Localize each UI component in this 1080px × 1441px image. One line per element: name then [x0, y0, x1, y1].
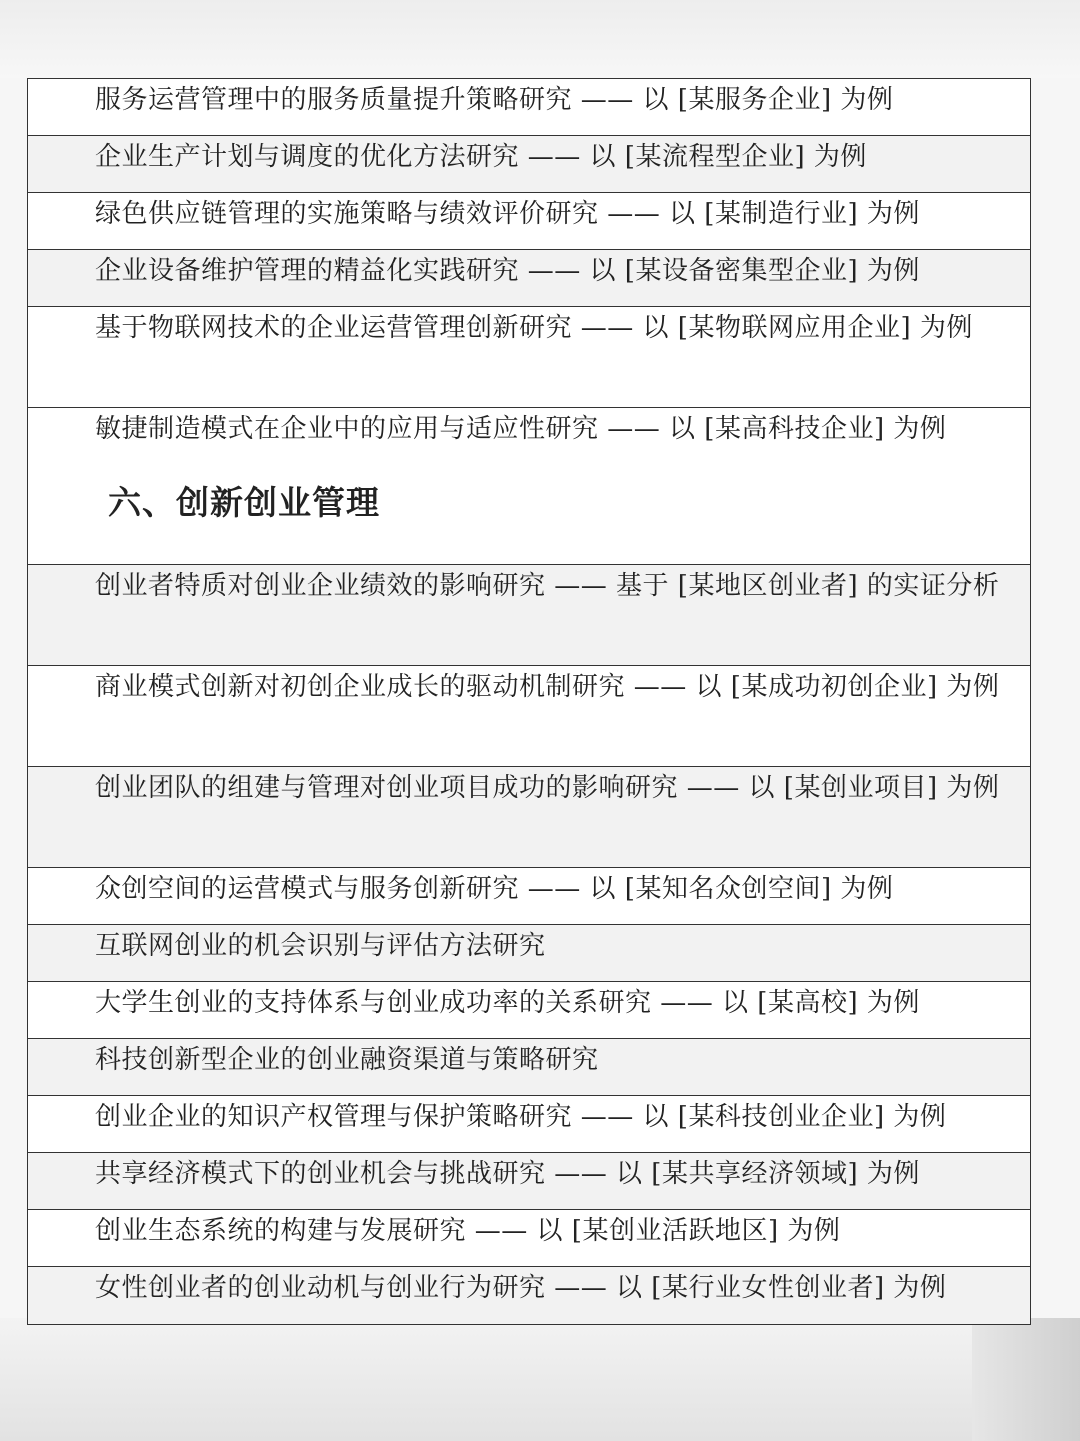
topic-row	[28, 868, 1030, 925]
topic-row	[28, 250, 1030, 307]
topic-text: 科技创新型企业的创业融资渠道与策略研究	[95, 1045, 599, 1075]
topic-text: 服务运营管理中的服务质量提升策略研究 —— 以 [某服务企业] 为例	[95, 85, 894, 115]
topic-row	[28, 193, 1030, 250]
topic-text: 商业模式创新对初创企业成长的驱动机制研究 —— 以 [某成功初创企业] 为例	[95, 672, 1000, 702]
topic-row	[28, 565, 1030, 666]
topic-row	[28, 1096, 1030, 1153]
topic-row	[28, 982, 1030, 1039]
background-top	[0, 0, 1080, 78]
topic-row	[28, 307, 1030, 408]
topic-text: 绿色供应链管理的实施策略与绩效评价研究 —— 以 [某制造行业] 为例	[95, 199, 920, 229]
topic-text: 创业企业的知识产权管理与保护策略研究 —— 以 [某科技创业企业] 为例	[95, 1102, 947, 1132]
topic-text: 互联网创业的机会识别与评估方法研究	[95, 931, 546, 961]
topic-table	[27, 78, 1031, 1325]
topic-text: 众创空间的运营模式与服务创新研究 —— 以 [某知名众创空间] 为例	[95, 874, 894, 904]
topic-text: 基于物联网技术的企业运营管理创新研究 —— 以 [某物联网应用企业] 为例	[95, 313, 973, 343]
topic-row	[28, 1153, 1030, 1210]
topic-row	[28, 1210, 1030, 1267]
topic-row	[28, 925, 1030, 982]
topic-text: 创业者特质对创业企业绩效的影响研究 —— 基于 [某地区创业者] 的实证分析	[95, 571, 1000, 601]
topic-rows-entrepreneurship	[28, 565, 1030, 1324]
topic-text: 敏捷制造模式在企业中的应用与适应性研究 —— 以 [某高科技企业] 为例	[95, 414, 947, 444]
topic-text: 创业生态系统的构建与发展研究 —— 以 [某创业活跃地区] 为例	[95, 1216, 841, 1246]
topic-row	[28, 666, 1030, 767]
topic-text: 大学生创业的支持体系与创业成功率的关系研究 —— 以 [某高校] 为例	[95, 988, 920, 1018]
topic-text: 企业生产计划与调度的优化方法研究 —— 以 [某流程型企业] 为例	[95, 142, 867, 172]
topic-text: 共享经济模式下的创业机会与挑战研究 —— 以 [某共享经济领域] 为例	[95, 1159, 920, 1189]
section-heading-text: 六、创新创业管理	[108, 483, 380, 522]
topic-row	[28, 1039, 1030, 1096]
section-heading-innovation-entrepreneurship	[28, 465, 1030, 565]
topic-text: 创业团队的组建与管理对创业项目成功的影响研究 —— 以 [某创业项目] 为例	[95, 773, 1000, 803]
background-bottom-right	[972, 1318, 1080, 1441]
topic-rows-operations	[28, 79, 1030, 465]
topic-row	[28, 1267, 1030, 1324]
topic-row	[28, 767, 1030, 868]
topic-text: 企业设备维护管理的精益化实践研究 —— 以 [某设备密集型企业] 为例	[95, 256, 920, 286]
topic-text: 女性创业者的创业动机与创业行为研究 —— 以 [某行业女性创业者] 为例	[95, 1273, 947, 1303]
topic-row	[28, 408, 1030, 465]
topic-row	[28, 136, 1030, 193]
topic-row	[28, 79, 1030, 136]
background-bottom	[0, 1318, 1080, 1441]
